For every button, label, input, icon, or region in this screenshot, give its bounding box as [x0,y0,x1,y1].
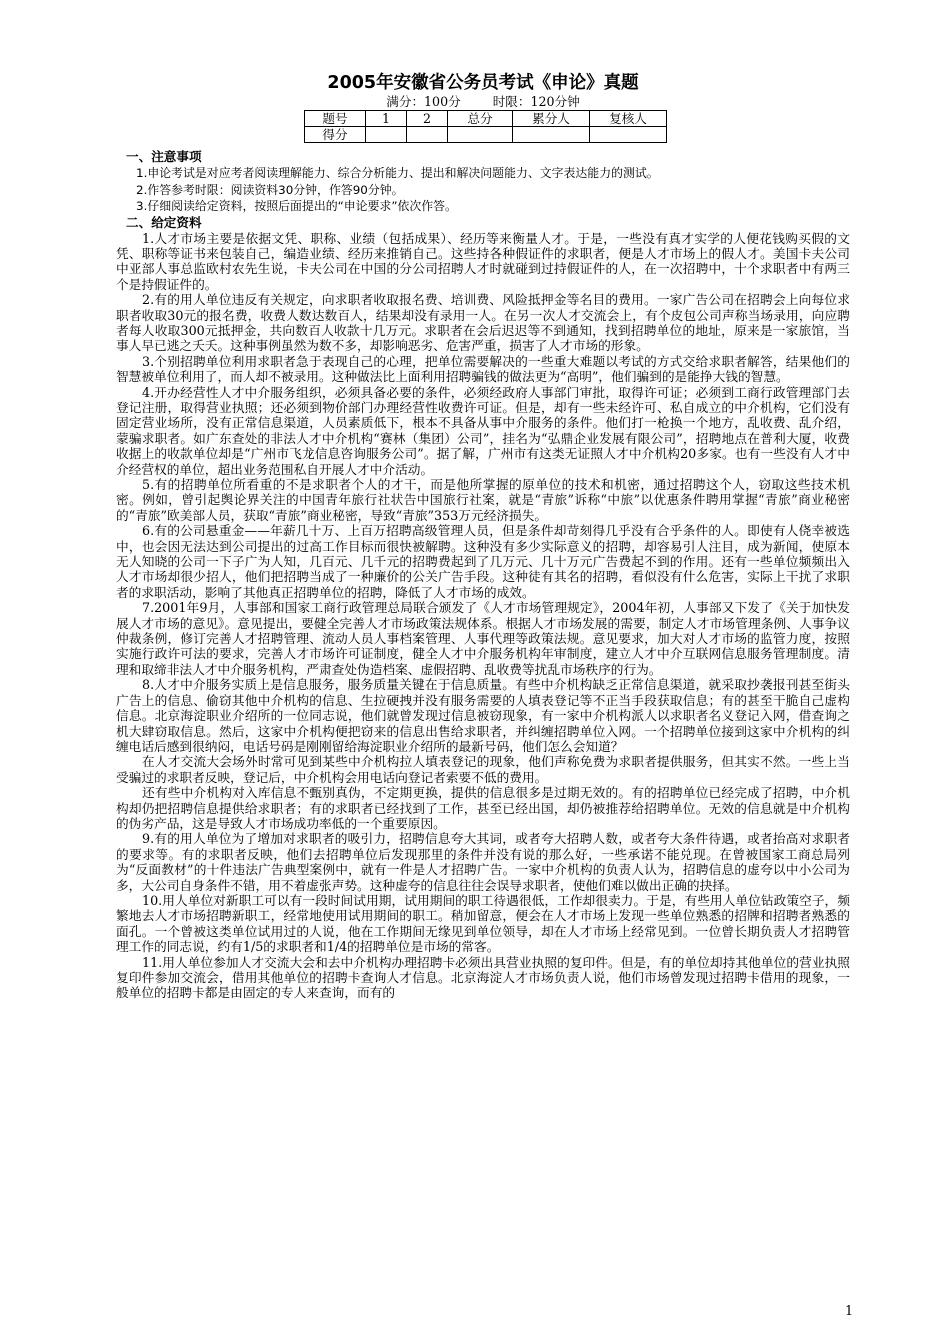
material-paragraph: 6.有的公司悬重金——年薪几十万、上百万招聘高级管理人员，但是条件却苛刻得几乎没有合乎条件的人。即使有人侥幸被选中，也会因无法达到公司提出的过高工作目标而很快被解聘。这种没有多少实际意义的招聘，却容易引人注目，成为新闻，使原本无人知晓的公司一下子广为人知，几百元、几千元的招聘费起到了几万元、几十万元广告费起不到的作用。还有一些单位频频出入人才市场却很少招人，他们把招聘当成了一种廉价的公关广告手段。这种徒有其名的招聘，看似没有什么危害，实际上干扰了求职者的求职活动，影响了其他真正招聘单位的招聘，降低了人才市场的成效。 [116,523,850,600]
note-item: 3.仔细阅读给定资料，按照后面提出的“申论要求”依次作答。 [136,199,457,213]
page-number: 1 [845,1303,854,1318]
score-header-cell: 2 [407,111,448,127]
note-item: 1.申论考试是对应考者阅读理解能力、综合分析能力、提出和解决问题能力、文字表达能力的测试。 [136,166,659,180]
section-heading-materials: 二、给定资料 [126,214,202,230]
score-table-score-row [305,127,667,143]
score-cell [448,127,513,143]
document-page [116,72,850,1001]
material-paragraph: 11.用人单位参加人才交流大会和去中介机构办理招聘卡必须出具营业执照的复印件。但是，有的单位却持其他单位的营业执照复印件参加交流会，借用其他单位的招聘卡查询人才信息。北京海淀人才市场负责人说，他们市场曾发现过招聘卡借用的现象，一般单位的招聘卡都是由固定的专人来查询，而有的 [116,954,850,1001]
score-cell [590,127,667,143]
exam-meta [116,94,850,110]
material-paragraph: 还有些中介机构对入库信息不甄别真伪，不定期更换，提供的信息很多是过期无效的。有的招聘单位已经完成了招聘，中介机构却仍把招聘信息提供给求职者；有的求职者已经找到了工作，甚至已经出国，却仍被推荐给招聘单位。无效的信息就是中介机构的伪劣产品，这是导致人才市场成功率低的一个重要原因。 [116,785,850,831]
material-paragraph: 1.人才市场主要是依据文凭、职称、业绩（包括成果）、经历等来衡量人才。于是，一些没有真才实学的人便花钱购买假的文凭、职称等证书来包装自己，编造业绩、经历来推销自己。这些持各种假证件的求职者，便是人才市场上的假人才。美国卡夫公司中亚部人事总监欧村农先生说，卡夫公司在中国的分公司招聘人才时就碰到过持假证件的人，在一次招聘中，十个求职者中有两三个是持假证件的。 [116,230,850,292]
material-paragraph: 7.2001年9月，人事部和国家工商行政管理总局联合颁发了《人才市场管理规定》，2004年初，人事部又下发了《关于加快发展人才市场的意见》。意见提出，要健全完善人才市场政策法规体系。根据人才市场发展的需要，制定人才市场管理条例、人事争议仲裁条例，修订完善人才招聘管理、流动人员人事档案管理、人事代理等政策法规。意见要求，加大对人才市场的监管力度，按照实施行政许可法的要求，完善人才市场许可证制度，健全人才中介服务机构年审制度，建立人才中介互联网信息服务管理制度。清理和取缔非法人才中介服务机构，严肃查处伪造档案、虚假招聘、乱收费等扰乱市场秩序的行为。 [116,600,850,677]
score-header-cell: 1 [366,111,407,127]
score-header-cell: 累分人 [513,111,590,127]
score-header-cell: 复核人 [590,111,667,127]
document-title: 2005年安徽省公务员考试《申论》真题 [327,73,639,93]
score-table-header-row [305,111,667,127]
material-paragraph: 在人才交流大会场外时常可见到某些中介机构拉人填表登记的现象，他们声称免费为求职者提供服务，但其实不然。一些上当受骗过的求职者反映，登记后，中介机构会用电话向登记者索要不低的费用。 [116,754,850,785]
score-row-label: 得分 [305,127,366,143]
material-paragraph: 2.有的用人单位违反有关规定，向求职者收取报名费、培训费、风险抵押金等名目的费用。一家广告公司在招聘会上向每位求职者收取30元的报名费，收费人数达数百人，结果却没有录用一人。在另一次人才交流会上，有个皮包公司声称当场录用，向应聘者每人收取300元抵押金，共向数百人收款十几万元。求职者在会后迟迟等不到通知，找到招聘单位的地址，原来是一家旅馆，当事人早已逃之夭夭。这种事例虽然为数不多，却影响恶劣、危害严重，损害了人才市场的形象。 [116,292,850,354]
material-paragraph: 4.开办经营性人才中介服务组织，必须具备必要的条件，必须经政府人事部门审批，取得许可证；必须到工商行政管理部门去登记注册，取得营业执照；还必须到物价部门办理经营性收费许可证。但是，却有一些未经许可、私自成立的中介机构，它们没有固定营业场所，没有正常信息渠道，人员素质低下，根本不具备从事中介服务的条件。他们打一枪换一个地方，乱收费、乱介绍，蒙骗求职者。如广东查处的非法人才中介机构“赛林（集团）公司”，挂名为“弘鼎企业发展有限公司”，招聘地点在普利大厦，收费收据上的收款单位却是“广州市飞龙信息咨询服务公司”。据了解，广州市有这类无证照人才中介机构20多家。也有一些没有人才中介经营权的单位，超出业务范围私自开展人才中介活动。 [116,384,850,477]
score-header-cell: 总分 [448,111,513,127]
time-limit: 时限：120分钟 [492,94,580,109]
material-paragraph: 5.有的招聘单位所看重的不是求职者个人的才干，而是他所掌握的原单位的技术和机密，通过招聘这个人，窃取这些技术机密。例如，曾引起舆论界关注的中国青年旅行社状告中国旅行社案，就是“青旅”诉称“中旅”以优惠条件聘用掌握“青旅”商业秘密的“青旅”欧美部人员，获取“青旅”商业秘密，导致“青旅”353万元经济损失。 [116,477,850,523]
score-cell [513,127,590,143]
full-score: 满分：100分 [386,94,461,109]
material-paragraph: 9.有的用人单位为了增加对求职者的吸引力，招聘信息夸大其词，或者夸大招聘人数，或者夸大条件待遇，或者抬高对求职者的要求等。有的求职者反映，他们去招聘单位后发现那里的条件并没有说的那么好，一些承诺不能兑现。在曾被国家工商总局列为“反面教材”的十件违法广告典型案例中，就有一件是人才招聘广告。一家中介机构的负责人认为，招聘信息的虚夸以中小公司为多，大公司自身条件不错，用不着虚张声势。这种虚夸的信息往往会误导求职者，使他们难以做出正确的抉择。 [116,831,850,893]
score-cell [366,127,407,143]
material-paragraph: 3.个别招聘单位利用求职者急于表现自己的心理，把单位需要解决的一些重大难题以考试的方式交给求职者解答，结果他们的智慧被单位利用了，而人却不被录用。这种做法比上面利用招聘骗钱的做法更为“高明”，他们骗到的是能挣大钱的智慧。 [116,353,850,385]
score-table [304,110,667,143]
material-paragraph: 8.人才中介服务实质上是信息服务，服务质量关键在于信息质量。有些中介机构缺乏正常信息渠道，就采取抄袭报刊甚至街头广告上的信息、偷窃其他中介机构的信息、生拉硬拽并没有服务需要的人填表登记等不正当手段获取信息；有的甚至干脆自己虚构信息。北京海淀职业介绍所的一位同志说，他们就曾发现过信息被窃现象，有一家中介机构派人以求职者名义登记入网，借查询之机大肆窃取信息。然后，这家中介机构便把窃来的信息出售给求职者，并纠缠招聘单位入网。一个招聘单位接到这家中介机构的纠缠电话后感到很纳闷，电话号码是刚刚留给海淀职业介绍所的最新号码，他们怎么会知道？ [116,677,850,754]
score-header-cell: 题号 [305,111,366,127]
note-item: 2.作答参考时限：阅读资料30分钟，作答90分钟。 [136,182,404,197]
material-paragraph: 10.用人单位对新职工可以有一段时间试用期，试用期间的职工待遇很低，工作却很卖力。于是，有些用人单位钻政策空子，频繁地去人才市场招聘新职工，经常地使用试用期间的职工。稍加留意，便会在人才市场上发现一些单位熟悉的招牌和招聘者熟悉的面孔。一个曾被这类单位试用过的人说，他在工作期间无缘见到单位领导，却在人才市场上经常见到。一位曾长期负责人才招聘管理工作的同志说，约有1/5的求职者和1/4的招聘单位是市场的常客。 [116,892,850,955]
score-cell [407,127,448,143]
section-heading-notes: 一、注意事项 [126,149,202,164]
